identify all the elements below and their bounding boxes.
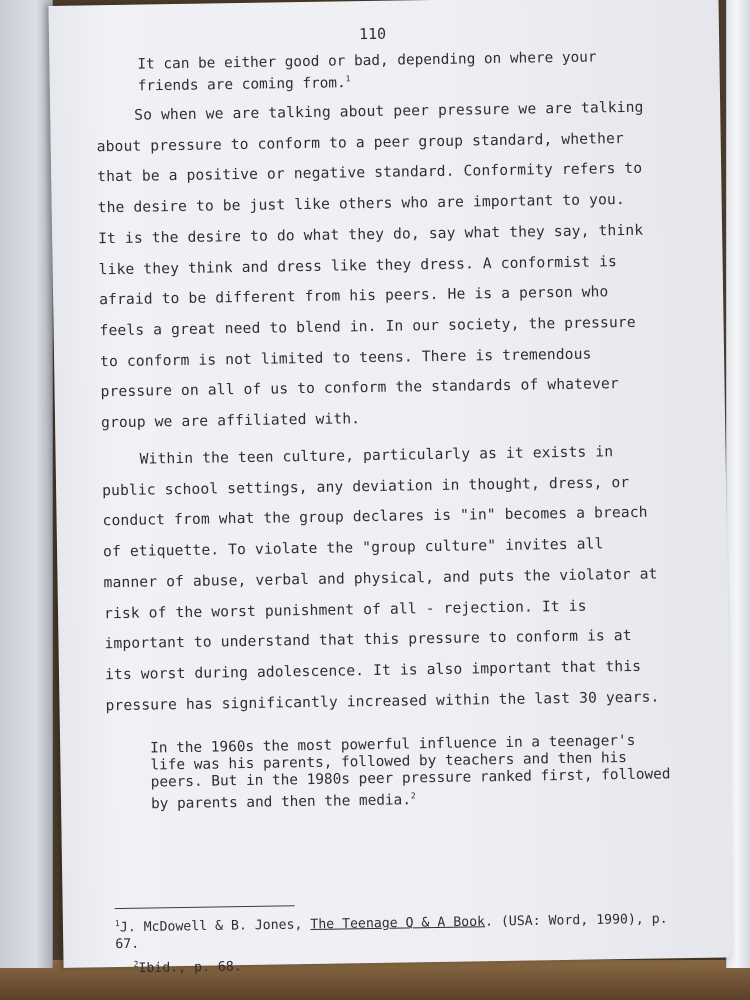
- paragraph-line: afraid to be different from his peers. He is a person who: [98, 283, 609, 309]
- block-quote-1: [137, 48, 658, 95]
- paragraph-line: like they think and dress like they dress. A conformist is: [98, 252, 618, 278]
- paragraph-line: conduct from what the group declares is "in" becomes a breach: [102, 504, 648, 530]
- footnote-2-marker: 2: [133, 959, 139, 969]
- paragraph-line: It is the desire to do what they do, say what they say, think: [98, 221, 644, 248]
- footnote-marker-1: 1: [345, 74, 351, 84]
- paragraph-line: So when we are talking about peer pressure we are talking: [134, 98, 644, 124]
- paragraph-line: its worst during adolescence. It is also important that this: [104, 657, 642, 684]
- footnote-1-authors: J. McDowell & B. Jones,: [119, 917, 311, 936]
- paragraph-line: Within the teen culture, particularly as it exists in: [139, 443, 614, 468]
- paragraph-line: risk of the worst punishment of all - rejection. It is: [103, 597, 587, 622]
- paragraph-line: that be a positive or negative standard. Conformity refers to: [97, 160, 643, 186]
- footnote-1: [115, 906, 676, 953]
- paragraph-line: the desire to be just like others who are important to you.: [97, 191, 625, 217]
- paragraph-line: manner of abuse, verbal and physical, and puts the violator at: [103, 565, 658, 592]
- page-number: 110: [358, 24, 387, 44]
- block-quote-2-text: In the 1960s the most powerful influence in a teenager's life was his parents, followed by teachers and then his peers. But in the 1980s peer pressure ranked first, followed by parents and then the media.: [150, 732, 671, 813]
- block-quote-2: [150, 732, 671, 813]
- footnote-2-text: Ibid., p. 68.: [138, 959, 242, 977]
- left-page-edge: [0, 0, 53, 968]
- paragraph-line: important to understand that this pressure to conform is at: [104, 627, 632, 653]
- footnote-1-marker: 1: [114, 919, 120, 929]
- footnote-2: [133, 958, 241, 976]
- footnote-1-book-title: The Teenage Q & A Book: [310, 914, 486, 933]
- footnote-marker-2: 2: [410, 791, 416, 801]
- paragraph-line: about pressure to conform to a peer group standard, whether: [96, 129, 625, 155]
- block-quote-1-text: It can be either good or bad, depending on where your friends are coming from.: [137, 49, 597, 95]
- paragraph-line: group we are affiliated with.: [100, 410, 361, 432]
- paragraph-line: feels a great need to blend in. In our society, the pressure: [99, 313, 636, 340]
- paragraph-1: [96, 93, 649, 439]
- paragraph-line: pressure has significantly increased within the last 30 years.: [105, 688, 660, 714]
- paragraph-line: to conform is not limited to teens. There is tremendous: [99, 345, 592, 370]
- paragraph-line: public school settings, any deviation in thought, dress, or: [101, 473, 630, 499]
- footnote-1-publication: . (USA: Word, 1990), p. 67.: [115, 911, 668, 953]
- paragraph-line: of etiquette. To violate the "group culture" invites all: [102, 535, 604, 561]
- paragraph-line: pressure on all of us to conform the standards of whatever: [100, 375, 619, 401]
- footnote-rule: [115, 905, 295, 909]
- paragraph-2: [101, 437, 659, 722]
- book-page: [49, 0, 734, 977]
